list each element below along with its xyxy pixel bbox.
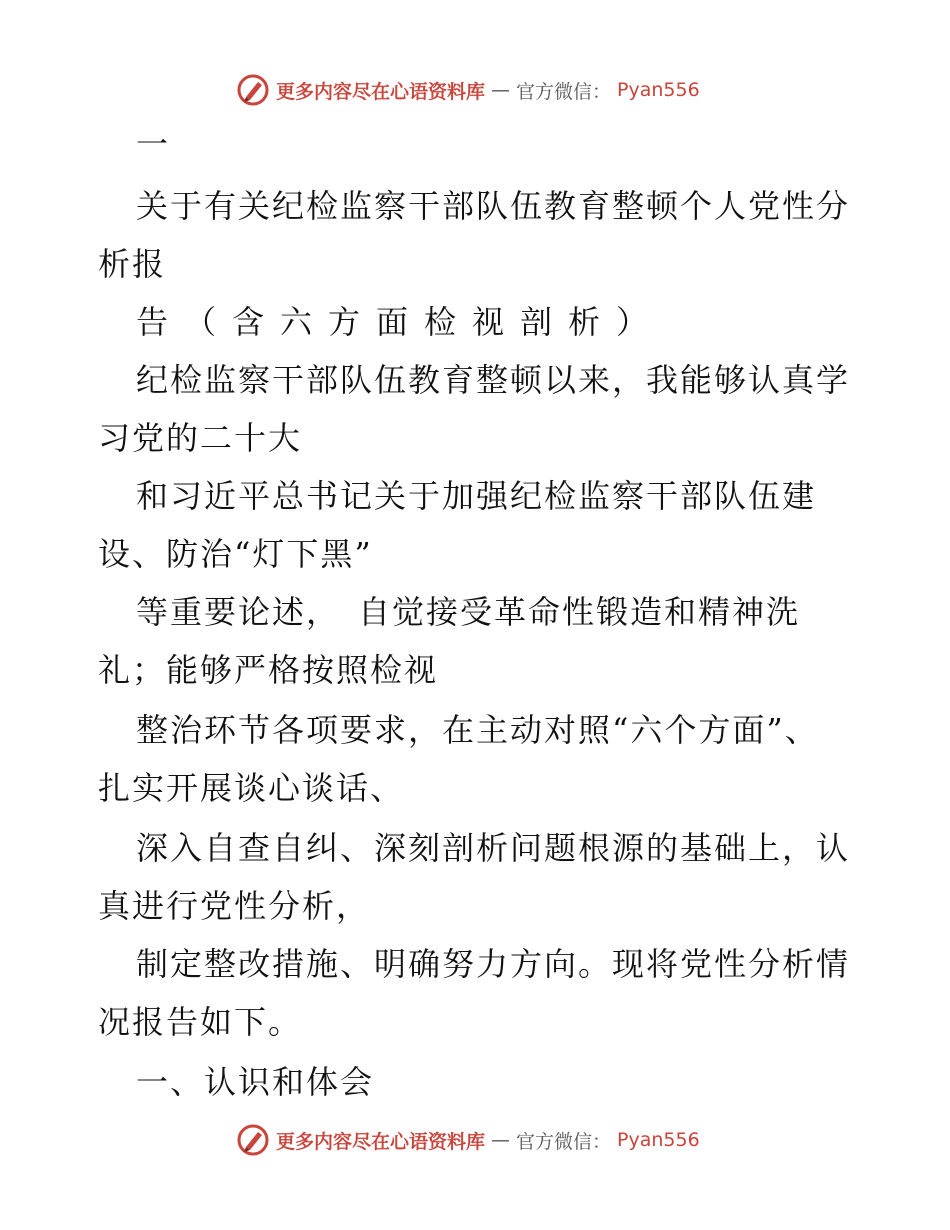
- doc-line: 况报告如下。: [98, 1003, 303, 1041]
- doc-subtitle-line: 告（含六方面检视剖析）: [136, 303, 665, 341]
- watermark-account: Pyan556: [617, 1129, 700, 1151]
- doc-line: 和习近平总书记关于加强纪检监察干部队伍建: [136, 477, 817, 515]
- doc-line: 真进行党性分析，: [98, 887, 371, 925]
- doc-line: 设、防治“灯下黑”: [98, 535, 373, 573]
- doc-line: 制定整改措施、明确努力方向。现将党性分析情: [136, 945, 851, 983]
- watermark-brand: 更多内容尽在心语资料库: [276, 1130, 486, 1153]
- doc-line: 等重要论述， 自觉接受革命性锻造和精神洗: [136, 593, 801, 631]
- pen-logo-icon: [236, 1123, 270, 1157]
- doc-line: 深入自查自纠、深刻剖析问题根源的基础上，认: [136, 829, 851, 867]
- watermark-dash: —: [491, 79, 511, 101]
- watermark-label: 官方微信：: [516, 1130, 612, 1153]
- doc-line: 一: [136, 125, 171, 163]
- doc-line: 习党的二十大: [98, 419, 303, 457]
- footer-watermark: [236, 1122, 700, 1158]
- watermark-dash: —: [491, 1129, 511, 1151]
- watermark-label: 官方微信：: [516, 80, 612, 103]
- watermark-brand: 更多内容尽在心语资料库: [276, 80, 486, 103]
- doc-title-line: 关于有关纪检监察干部队伍教育整顿个人党性分: [136, 187, 851, 225]
- doc-title-line: 析报: [98, 245, 167, 283]
- doc-line: 整治环节各项要求，在主动对照“六个方面”、: [136, 711, 819, 749]
- header-watermark: [236, 72, 700, 108]
- watermark-account: Pyan556: [617, 79, 700, 101]
- pen-logo-icon: [236, 73, 270, 107]
- doc-line: 纪检监察干部队伍教育整顿以来，我能够认真学: [136, 361, 851, 399]
- section-heading: 一、认识和体会: [136, 1063, 375, 1101]
- doc-line: 礼；能够严格按照检视: [98, 651, 439, 689]
- doc-line: 扎实开展谈心谈话、: [98, 769, 405, 807]
